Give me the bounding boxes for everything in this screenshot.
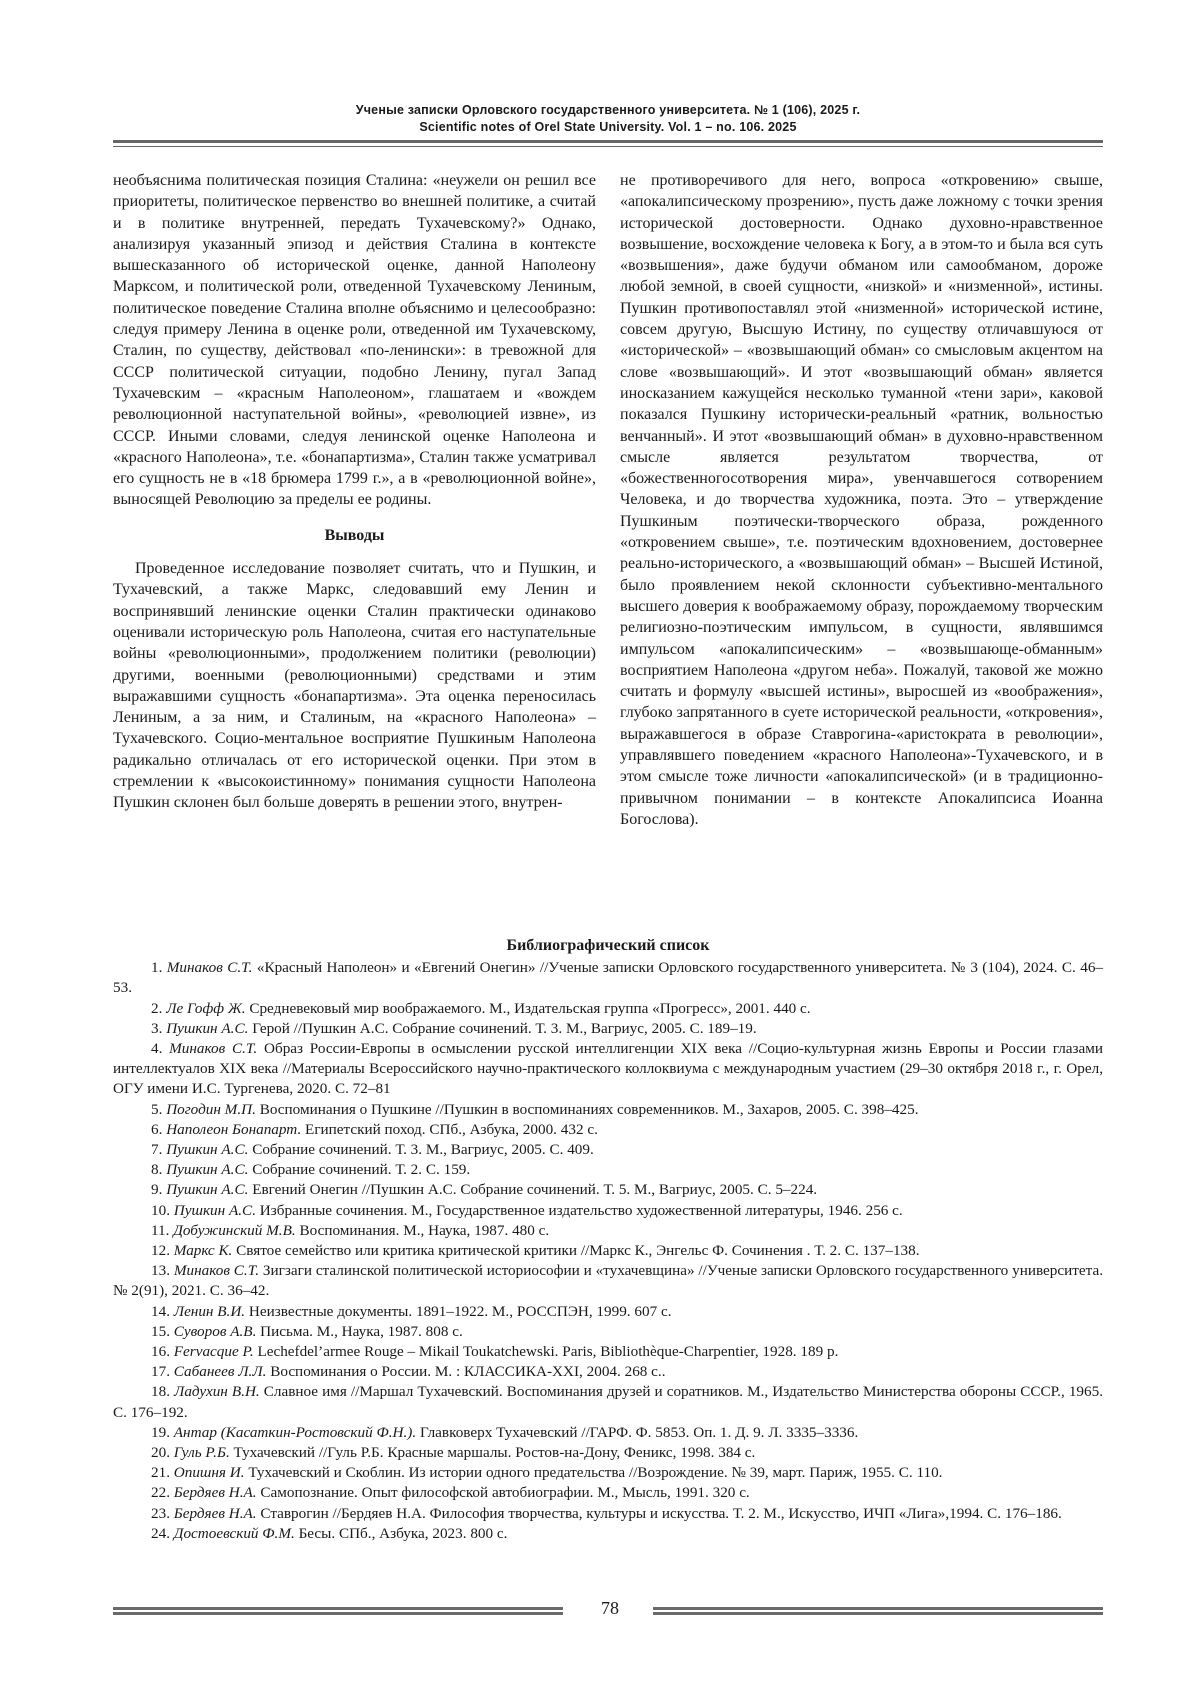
bibliography-item-number: 16. xyxy=(151,1343,170,1361)
bibliography-item-number: 3. xyxy=(151,1019,163,1037)
bibliography-item-author: Маркс К. xyxy=(173,1242,233,1260)
bibliography-item-author: Пушкин А.С. xyxy=(166,1141,249,1159)
bibliography-item xyxy=(113,1362,1103,1382)
bibliography-item xyxy=(113,1443,1103,1463)
bibliography-item-text: Египетский поход. СПб., Азбука, 2000. 432 с. xyxy=(301,1120,598,1138)
bibliography-item-author: Сабанеев Л.Л. xyxy=(173,1363,267,1381)
bibliography-item-text: Образ России-Европы в осмыслении русской интеллигенции XIX века //Социо-культурная жизнь Европы и России глазами интеллектуалов XIX века //Материалы Всероссийского научно-практического коллоквиума с международным участием (29–30 октября 2018 г., г. Орел, ОГУ имени И.С. Тургенева, 2020. С. 72–81 xyxy=(113,1040,1103,1098)
bibliography-item xyxy=(113,1302,1103,1322)
bibliography-item-author: Минаков С.Т. xyxy=(169,1040,258,1058)
bibliography-item-number: 12. xyxy=(151,1242,170,1260)
running-header xyxy=(113,102,1103,136)
bibliography-item xyxy=(113,1140,1103,1160)
footer-rule-left xyxy=(113,1607,563,1617)
bibliography-item-number: 4. xyxy=(151,1040,163,1058)
bibliography xyxy=(113,936,1103,1544)
bibliography-item-author: Опишня И. xyxy=(173,1464,245,1482)
bibliography-item-author: Добужинский М.В. xyxy=(173,1221,296,1239)
bibliography-item-author: Гуль Р.Б. xyxy=(173,1444,230,1462)
bibliography-item-author: Пушкин А.С. xyxy=(166,1181,249,1199)
bibliography-item xyxy=(113,1423,1103,1443)
bibliography-item-text: Зигзаги сталинской политической историософии и «тухачевщина» //Ученые записки Орловского государственного университета. № 2(91), 2021. С. 36–42. xyxy=(113,1262,1104,1300)
bibliography-item-number: 23. xyxy=(151,1504,170,1522)
journal-title-en: Scientific notes of Orel State University. Vol. 1 – no. 106. 2025 xyxy=(419,120,797,134)
body-paragraph: не противоречивого для него, вопроса «откровению» свыше, «апокалипсическому прозрению», пусть даже ложному с точки зрения исторической достоверности. Однако духовно-нравственное возвышение, восхождение человека к Богу, а в этом-то и была вся суть «возвышения», даже будучи обманом или самообманом, дороже любой земной, в своей сущности, «низкой» и «низменной», истины. Пушкин противопоставлял этой «низменной» исторической истине, совсем другую, Высшую Истину, по существу отличавшуюся от «исторической» – «возвышающий обман» со смысловым акцентом на слове «возвышающий». И этот «возвышающий обман» является иносказанием кажущейся несколько туманной «тени зари», каковой показался Пушкину исторически-реальный «ратник, вольностью венчанный». И этот «возвышающий обман» в духовно-нравственном смысле является результатом творчества, от «божественногосотворения мира», увенчавшегося сотворением Человека, и до творчества художника, поэта. Это – утверждение Пушкиным поэтически-творческого образа, рожденного «откровением свыше», т.е. поэтическим вдохновением, достовернее реально-исторического, а «возвышающий обман» – Высшей Истиной, было проявлением некой склонности субъективно-ментального высшего доверия к воображаемому образу, порождаемому творческим религиозно-поэтическим импульсом, в сущности, являвшимся импульсом «апокалипсическим» – «возвышающе-обманным» восприятием Наполеона «другом неба». Пожалуй, таковой же можно считать и формулу «высшей истины», выросшей из «воображения», глубоко запрятанного в суете исторической реальности, «откровения», выражавшегося в образе Ставрогина-«аристократа в революции», управлявшего поведением «красного Наполеона»-Тухачевского, и в этом смысле тоже личности «апокалипсической» (и в традиционно-привычном понимании – в контексте Апокалипсиса Иоанна Богослова). xyxy=(620,172,1103,828)
bibliography-item xyxy=(113,1524,1103,1544)
bibliography-item-author: Суворов А.В. xyxy=(173,1322,257,1340)
bibliography-item-number: 11. xyxy=(151,1221,170,1239)
page-number: 78 xyxy=(601,1598,619,1618)
left-column xyxy=(113,170,596,814)
bibliography-item-text: Бесы. СПб., Азбука, 2023. 800 с. xyxy=(294,1524,508,1542)
bibliography-item-text: Собрание сочинений. Т. 2. С. 159. xyxy=(248,1161,471,1179)
right-column xyxy=(620,170,1103,830)
bibliography-item-number: 21. xyxy=(151,1464,170,1482)
bibliography-item-number: 18. xyxy=(151,1383,170,1401)
bibliography-item xyxy=(113,958,1103,998)
header-rule-thick xyxy=(113,140,1103,143)
bibliography-item-author: Бердяев Н.А. xyxy=(173,1484,257,1502)
bibliography-item-number: 14. xyxy=(151,1302,170,1320)
bibliography-item-author: Ленин В.И. xyxy=(173,1302,246,1320)
bibliography-item-number: 9. xyxy=(151,1181,163,1199)
bibliography-item-number: 5. xyxy=(151,1100,163,1118)
bibliography-item-text: Тухачевский //Гуль Р.Б. Красные маршалы. Ростов-на-Дону, Феникс, 1998. 384 с. xyxy=(229,1444,756,1462)
bibliography-item xyxy=(113,1504,1103,1524)
bibliography-item-text: Герой //Пушкин А.С. Собрание сочинений. Т. 3. М., Вагриус, 2005. С. 189–19. xyxy=(248,1019,757,1037)
bibliography-item-text: Святое семейство или критика критической критики //Маркс К., Энгельс Ф. Сочинения . Т. 2. С. 137–138. xyxy=(232,1242,920,1260)
bibliography-item-number: 24. xyxy=(151,1524,170,1542)
bibliography-item-number: 19. xyxy=(151,1423,170,1441)
bibliography-item-number: 6. xyxy=(151,1120,163,1138)
bibliography-item xyxy=(113,1342,1103,1362)
bibliography-list xyxy=(113,958,1103,1544)
bibliography-item-number: 15. xyxy=(151,1322,170,1340)
bibliography-item-author: Минаков С.Т. xyxy=(166,959,253,977)
bibliography-item xyxy=(113,1221,1103,1241)
bibliography-item-text: Тухачевский и Скоблин. Из истории одного предательства //Возрождение. № 39, март. Париж, 1955. С. 110. xyxy=(244,1464,943,1482)
bibliography-item-text: Ставрогин //Бердяев Н.А. Философия творчества, культуры и искусства. Т. 2. М., Искусство, ИЧП «Лига»,1994. С. 176–186. xyxy=(256,1504,1062,1522)
bibliography-item-number: 2. xyxy=(151,999,163,1017)
bibliography-item-author: Антар (Касаткин-Ростовский Ф.Н.). xyxy=(173,1423,417,1441)
bibliography-item-number: 1. xyxy=(151,959,163,977)
bibliography-title: Библиографический список xyxy=(506,937,710,954)
bibliography-item-author: Пушкин А.С. xyxy=(166,1019,249,1037)
bibliography-item xyxy=(113,1120,1103,1140)
header-rule-thin xyxy=(113,146,1103,147)
bibliography-item xyxy=(113,1382,1103,1422)
bibliography-item xyxy=(113,1463,1103,1483)
bibliography-item-number: 13. xyxy=(151,1262,170,1280)
bibliography-item-text: Евгений Онегин //Пушкин А.С. Собрание сочинений. Т. 5. М., Вагриус, 2005. С. 5–224. xyxy=(248,1181,818,1199)
bibliography-item xyxy=(113,1039,1103,1100)
bibliography-item-author: Бердяев Н.А. xyxy=(173,1504,257,1522)
bibliography-item xyxy=(113,1100,1103,1120)
bibliography-item-text: Самопознание. Опыт философской автобиографии. М., Мысль, 1991. 320 с. xyxy=(256,1484,750,1502)
bibliography-item-number: 7. xyxy=(151,1141,163,1159)
bibliography-item-text: Воспоминания о России. М. : КЛАССИКА-XXI, 2004. 268 с.. xyxy=(266,1363,666,1381)
bibliography-item-author: Наполеон Бонапарт. xyxy=(166,1120,302,1138)
bibliography-item-author: Достоевский Ф.М. xyxy=(173,1524,295,1542)
bibliography-item xyxy=(113,1160,1103,1180)
bibliography-item xyxy=(113,1201,1103,1221)
body-paragraph: Проведенное исследование позволяет считать, что и Пушкин, и Тухачевский, а также Маркс, следовавший ему Ленин и воспринявший ленинские оценки Сталин практически одинаково оценивали историческую роль Наполеона, считая его наступательные войны «революционными», продолжением политики (революции) другими, военными (революционными) средствами и этим выражавшими сущность «бонапартизма». Эта оценка переносилась Лениным, а за ним, и Сталиным, на «красного Наполеона» – Тухачевского. Социо-ментальное восприятие Пушкиным Наполеона радикально отличалась от его исторической оценки. При этом в стремлении к «высокоистинному» понимания сущности Наполеона Пушкин склонен был больше доверять в решении этого, внутрен- xyxy=(113,560,596,812)
bibliography-item-text: «Красный Наполеон» и «Евгений Онегин» //Ученые записки Орловского государственного университета. № 3 (104), 2024. С. 46–53. xyxy=(113,959,1104,997)
journal-title-ru: Ученые записки Орловского государственного университета. № 1 (106), 2025 г. xyxy=(355,103,861,117)
bibliography-item-text: Собрание сочинений. Т. 3. М., Вагриус, 2005. С. 409. xyxy=(248,1141,594,1159)
bibliography-item-text: Воспоминания о Пушкине //Пушкин в воспоминаниях современников. М., Захаров, 2005. С. 398–425. xyxy=(255,1100,919,1118)
bibliography-item-author: Минаков С.Т. xyxy=(173,1262,260,1280)
bibliography-item-author: Ле Гофф Ж. xyxy=(166,999,246,1017)
bibliography-item-text: Неизвестные документы. 1891–1922. М., РОССПЭН, 1999. 607 с. xyxy=(245,1302,672,1320)
bibliography-item-text: Славное имя //Маршал Тухачевский. Воспоминания друзей и соратников. М., Издательство Министерства обороны СССР., 1965. С. 176–192. xyxy=(113,1383,1103,1421)
bibliography-item xyxy=(113,1483,1103,1503)
bibliography-item xyxy=(113,1241,1103,1261)
bibliography-item-number: 22. xyxy=(151,1484,170,1502)
bibliography-item xyxy=(113,1261,1103,1301)
bibliography-item xyxy=(113,999,1103,1019)
section-heading: Выводы xyxy=(324,526,385,544)
footer-rule-right xyxy=(653,1607,1103,1617)
bibliography-item xyxy=(113,1322,1103,1342)
bibliography-item-number: 17. xyxy=(151,1363,170,1381)
bibliography-item-author: Пушкин А.С. xyxy=(166,1161,249,1179)
bibliography-item-author: Ладухин В.Н. xyxy=(174,1383,260,1401)
body-paragraph: необъяснима политическая позиция Сталина: «неужели он решил все приоритеты, политическое первенство во внешней политике, а считай и в политике внутренней, передать Тухачевскому?» Однако, анализируя указанный эпизод и действия Сталина в контексте вышесказанного об исторической оценке, данной Наполеону Марксом, и политической роли, отведенной Тухачевскому Лениным, политическое поведение Сталина вполне объяснимо и целесообразно: следуя примеру Ленина в оценке роли, отведенной им Тухачевскому, Сталин, по существу, действовал «по-ленински»: в тревожной для СССР политической ситуации, подобно Ленину, пугал Запад Тухачевским – «красным Наполеоном», глашатаем и «вождем революционной наступательной войны», «революцией извне», из СССР. Иными словами, следуя ленинской оценке Наполеона и «красного Наполеона», т.е. «бонапартизма», Сталин также усматривал его сущность не в «18 брюмера 1799 г.», а в «революционной войне», выносящей Революцию за пределы ее родины. xyxy=(113,172,596,509)
bibliography-item-author: Погодин М.П. xyxy=(166,1100,256,1118)
bibliography-item-number: 20. xyxy=(151,1444,170,1462)
bibliography-item-text: Lechefdel’armee Rouge – Mikail Toukatchewski. Paris, Bibliothèque-Charpentier, 1928. 189 p. xyxy=(253,1343,839,1361)
bibliography-item xyxy=(113,1180,1103,1200)
bibliography-item-author: Пушкин А.С. xyxy=(173,1201,256,1219)
bibliography-item xyxy=(113,1019,1103,1039)
bibliography-item-number: 10. xyxy=(151,1201,170,1219)
bibliography-item-number: 8. xyxy=(151,1161,163,1179)
bibliography-item-text: Письма. М., Наука, 1987. 808 с. xyxy=(256,1322,463,1340)
bibliography-item-text: Избранные сочинения. М., Государственное издательство художественной литературы, 1946. 256 с. xyxy=(256,1201,903,1219)
bibliography-item-text: Средневековый мир воображаемого. М., Издательская группа «Прогресс», 2001. 440 с. xyxy=(245,999,811,1017)
bibliography-item-author: Fervacque P. xyxy=(173,1343,254,1361)
bibliography-item-text: Главковерх Тухачевский //ГАРФ. Ф. 5853. Оп. 1. Д. 9. Л. 3335–3336. xyxy=(416,1423,859,1441)
bibliography-item-text: Воспоминания. М., Наука, 1987. 480 с. xyxy=(295,1221,550,1239)
